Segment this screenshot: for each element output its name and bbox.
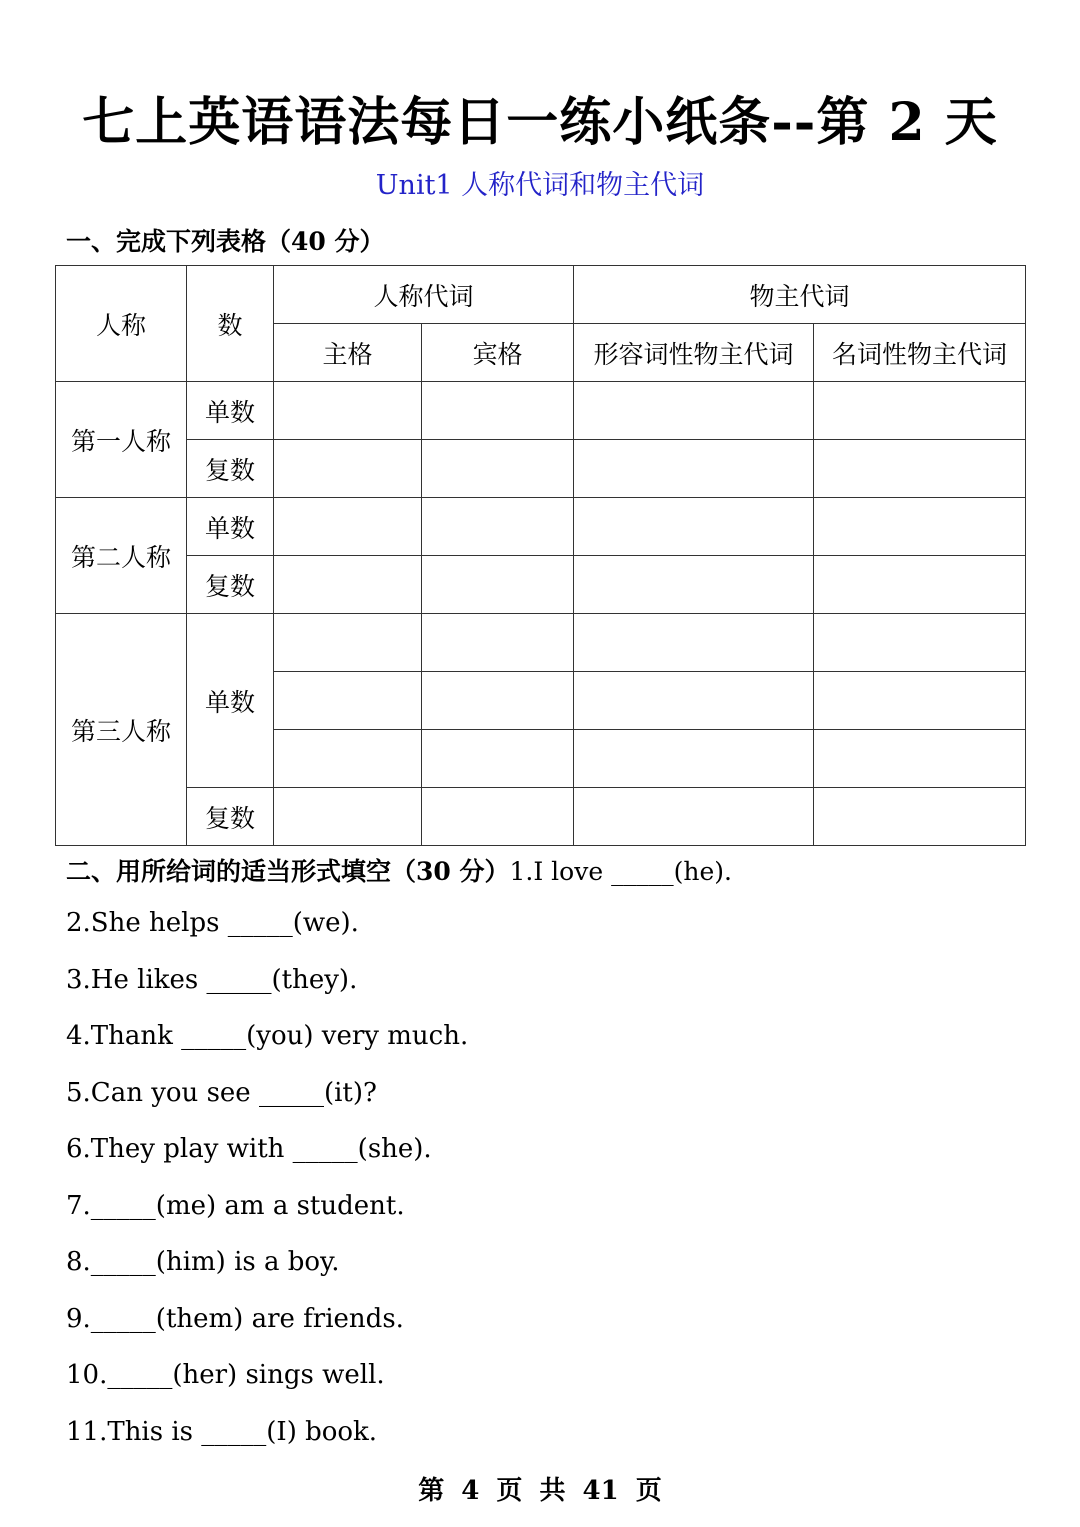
blank-cell[interactable] — [422, 788, 574, 846]
blank-cell[interactable] — [574, 614, 814, 672]
blank-cell[interactable] — [422, 556, 574, 614]
table-row — [56, 440, 1026, 498]
unit-subtitle: Unit1 人称代词和物主代词 — [375, 170, 705, 201]
table-row — [56, 498, 1026, 556]
header-number: 数 — [187, 266, 274, 382]
blank-cell[interactable] — [574, 556, 814, 614]
blank-cell[interactable] — [814, 382, 1026, 440]
question-item: 7._____(me) am a student. — [66, 1191, 405, 1221]
blank-cell[interactable] — [814, 614, 1026, 672]
blank-cell[interactable] — [274, 440, 422, 498]
blank-cell[interactable] — [814, 556, 1026, 614]
header-adj-possessive: 形容词性物主代词 — [574, 324, 814, 382]
blank-cell[interactable] — [574, 788, 814, 846]
question-item: 3.He likes _____(they). — [66, 965, 358, 995]
number-label: 单数 — [187, 614, 274, 788]
blank-cell[interactable] — [574, 498, 814, 556]
blank-cell[interactable] — [274, 382, 422, 440]
table-row — [56, 556, 1026, 614]
header-person: 人称 — [56, 266, 187, 382]
header-subject: 主格 — [274, 324, 422, 382]
blank-cell[interactable] — [274, 498, 422, 556]
table-row — [56, 614, 1026, 672]
blank-cell[interactable] — [574, 382, 814, 440]
number-label: 单数 — [187, 498, 274, 556]
blank-cell[interactable] — [814, 672, 1026, 730]
number-label: 复数 — [187, 788, 274, 846]
question-item: 9._____(them) are friends. — [66, 1304, 404, 1334]
table-header-row — [56, 266, 1026, 324]
blank-cell[interactable] — [814, 788, 1026, 846]
first-person-label: 第一人称 — [56, 382, 187, 498]
blank-cell[interactable] — [814, 730, 1026, 788]
question-item: 6.They play with _____(she). — [66, 1134, 432, 1164]
blank-cell[interactable] — [274, 672, 422, 730]
section2-heading-line — [66, 852, 732, 888]
blank-cell[interactable] — [814, 440, 1026, 498]
question-item: 11.This is _____(I) book. — [66, 1417, 378, 1447]
blank-cell[interactable] — [274, 730, 422, 788]
blank-cell[interactable] — [422, 440, 574, 498]
blank-cell[interactable] — [814, 498, 1026, 556]
header-object: 宾格 — [422, 324, 574, 382]
number-label: 单数 — [187, 382, 274, 440]
blank-cell[interactable] — [422, 730, 574, 788]
blank-cell[interactable] — [574, 440, 814, 498]
header-personal-pronoun: 人称代词 — [274, 266, 574, 324]
pronoun-table — [55, 265, 1026, 846]
header-possessive-pronoun: 物主代词 — [574, 266, 1026, 324]
page-footer: 第 4 页 共 41 页 — [418, 1476, 662, 1506]
blank-cell[interactable] — [422, 498, 574, 556]
table-row — [56, 382, 1026, 440]
third-person-label: 第三人称 — [56, 614, 187, 846]
question-item: 10._____(her) sings well. — [66, 1360, 385, 1390]
question-item: 5.Can you see _____(it)? — [66, 1078, 377, 1108]
blank-cell[interactable] — [274, 556, 422, 614]
blank-cell[interactable] — [422, 672, 574, 730]
section2-heading: 二、用所给词的适当形式填空（30 分） — [66, 857, 510, 886]
question-item: 1.I love _____(he). — [509, 857, 732, 886]
question-item: 2.She helps _____(we). — [66, 908, 359, 938]
table-row — [56, 788, 1026, 846]
blank-cell[interactable] — [274, 788, 422, 846]
number-label: 复数 — [187, 440, 274, 498]
question-item: 8._____(him) is a boy. — [66, 1247, 340, 1277]
second-person-label: 第二人称 — [56, 498, 187, 614]
header-noun-possessive: 名词性物主代词 — [814, 324, 1026, 382]
question-item: 4.Thank _____(you) very much. — [66, 1021, 469, 1051]
section1-heading: 一、完成下列表格（40 分） — [66, 227, 385, 256]
page-title: 七上英语语法每日一练小纸条--第 2 天 — [82, 92, 998, 153]
number-label: 复数 — [187, 556, 274, 614]
blank-cell[interactable] — [574, 672, 814, 730]
blank-cell[interactable] — [274, 614, 422, 672]
blank-cell[interactable] — [574, 730, 814, 788]
blank-cell[interactable] — [422, 614, 574, 672]
blank-cell[interactable] — [422, 382, 574, 440]
